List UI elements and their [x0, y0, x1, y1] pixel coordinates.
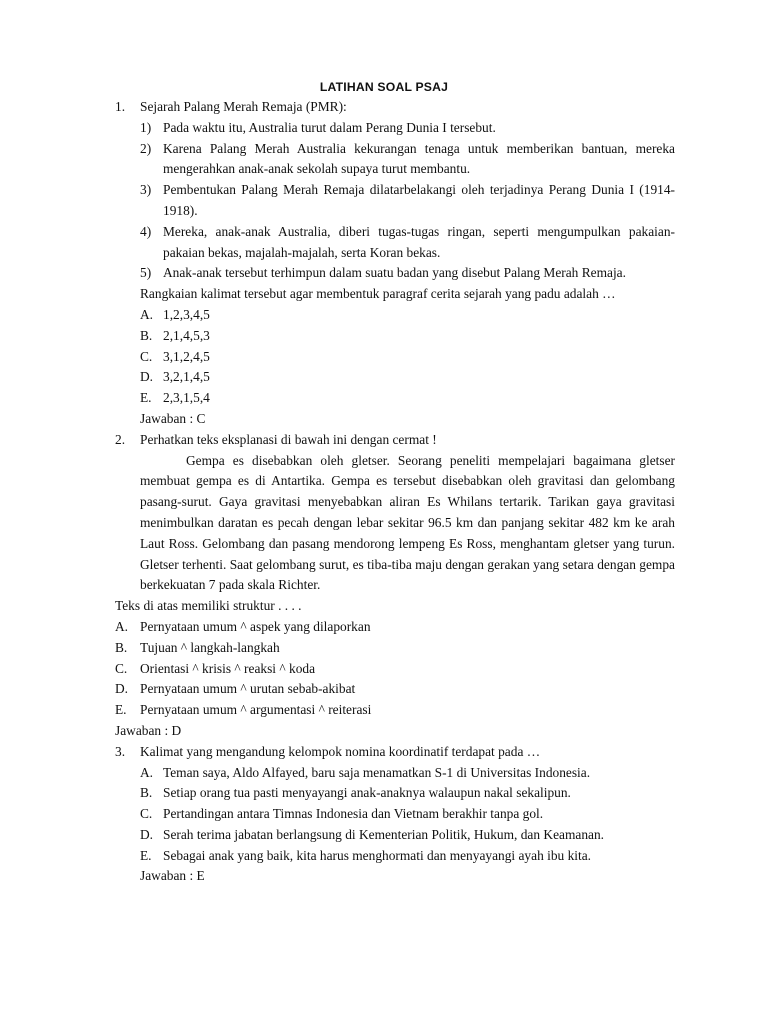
option-text: Pernyataan umum ^ argumentasi ^ reiterasi	[140, 702, 372, 718]
question-text: Kalimat yang mengandung kelompok nomina koordinatif terdapat pada …	[140, 743, 541, 759]
option-text: Sebagai anak yang baik, kita harus menghormati dan menyayangi ayah ibu kita.	[163, 847, 591, 863]
option-text: Tujuan ^ langkah-langkah	[140, 639, 280, 655]
question-text: Perhatkan teks eksplanasi di bawah ini dengan cermat !	[140, 431, 437, 447]
option-marker: E.	[140, 390, 152, 406]
sentence-item	[140, 118, 675, 139]
item-text: Pada waktu itu, Australia turut dalam Perang Dunia I tersebut.	[163, 119, 496, 135]
item-text: Pembentukan Palang Merah Remaja dilatarbelakangi oleh terjadinya Perang Dunia I (1914-1918).	[163, 182, 675, 218]
option-marker: D.	[115, 681, 129, 697]
option-marker: C.	[115, 660, 128, 676]
answer-key: Jawaban : C	[140, 410, 206, 426]
option-text: 3,1,2,4,5	[163, 348, 210, 364]
option-marker: D.	[140, 826, 154, 842]
option-marker: D.	[140, 369, 154, 385]
question-prompt: Rangkaian kalimat tersebut agar membentuk paragraf cerita sejarah yang padu adalah …	[140, 286, 616, 302]
page-title: LATIHAN SOAL PSAJ	[319, 80, 449, 94]
option-text: Pertandingan antara Timnas Indonesia dan Vietnam berakhir tanpa gol.	[163, 806, 544, 822]
explanation-passage: Gempa es disebabkan oleh gletser. Seorang peneliti mempelajari bagaimana gletser membuat gempa es di Antartika. Gempa es tersebut disebabkan oleh gravitasi dan gelombang pasang-surut. Gaya gravitasi menyebabkan aliran Es Whilans tertarik. Tarikan gaya gravitasi menimbulkan daratan es pecah dengan lebar sekitar 96.5 km dan panjang sekitar 482 km ke arah Laut Ross. Gelombang dan pasang mendorong lempeng Es Ross, menghantam gletser yang turun. Gletser terhenti. Saat gelombang surut, es tiba-tiba maju dengan gerakan yang setara dengan gempa berkekuatan 7 pada skala Richter.	[140, 452, 675, 593]
item-marker: 1)	[140, 119, 152, 135]
answer-key: Jawaban : D	[115, 722, 182, 738]
option-text: 1,2,3,4,5	[163, 306, 210, 322]
option-marker: E.	[115, 702, 127, 718]
answer-option	[115, 679, 675, 700]
question-number: 1.	[115, 99, 126, 114]
option-marker: A.	[140, 306, 154, 322]
answer-option	[140, 326, 675, 347]
question-2	[115, 430, 675, 451]
answer-option	[140, 763, 675, 784]
item-marker: 4)	[140, 223, 152, 239]
option-text: Teman saya, Aldo Alfayed, baru saja menamatkan S-1 di Universitas Indonesia.	[163, 764, 591, 780]
sentence-item	[140, 222, 675, 264]
question-3	[115, 742, 675, 763]
sentence-item	[140, 139, 675, 181]
answer-option	[140, 347, 675, 368]
option-text: Setiap orang tua pasti menyayangi anak-anaknya walaupun nakal sekalipun.	[163, 785, 571, 801]
option-marker: E.	[140, 847, 152, 863]
answer-option	[115, 638, 675, 659]
item-marker: 5)	[140, 265, 152, 281]
option-marker: C.	[140, 806, 153, 822]
item-marker: 2)	[140, 140, 152, 156]
answer-option	[140, 388, 675, 409]
option-marker: B.	[140, 327, 153, 343]
option-text: 2,1,4,5,3	[163, 327, 210, 343]
sentence-item	[140, 180, 675, 222]
question-list	[115, 97, 675, 887]
option-marker: A.	[140, 764, 154, 780]
answer-option	[140, 783, 675, 804]
sentence-item	[140, 263, 675, 284]
answer-option	[140, 367, 675, 388]
item-text: Mereka, anak-anak Australia, diberi tugas-tugas ringan, seperti mengumpulkan pakaian-pakaian bekas, majalah-majalah, serta Koran bekas.	[163, 223, 675, 260]
option-text: Serah terima jabatan berlangsung di Kementerian Politik, Hukum, dan Keamanan.	[163, 826, 605, 842]
option-marker: C.	[140, 348, 153, 364]
answer-option	[115, 617, 675, 638]
option-text: Pernyataan umum ^ aspek yang dilaporkan	[140, 618, 371, 634]
option-text: Orientasi ^ krisis ^ reaksi ^ koda	[140, 660, 316, 676]
answer-option	[115, 700, 675, 721]
question-prompt: Teks di atas memiliki struktur . . . .	[115, 598, 302, 614]
answer-option	[140, 825, 675, 846]
item-marker: 3)	[140, 182, 152, 198]
question-number: 3.	[115, 743, 126, 759]
option-marker: B.	[140, 785, 153, 801]
item-text: Karena Palang Merah Australia kekurangan tenaga untuk memberikan bantuan, mereka mengerahkan anak-anak sekolah supaya turut membantu.	[163, 140, 675, 177]
answer-option	[115, 659, 675, 680]
question-1	[115, 97, 675, 118]
option-text: 3,2,1,4,5	[163, 369, 210, 385]
answer-option	[140, 846, 675, 867]
question-number: 2.	[115, 431, 126, 447]
option-marker: A.	[115, 618, 129, 634]
answer-option	[140, 804, 675, 825]
option-text: Pernyataan umum ^ urutan sebab-akibat	[140, 681, 356, 697]
option-marker: B.	[115, 639, 128, 655]
option-text: 2,3,1,5,4	[163, 390, 210, 406]
answer-option	[140, 305, 675, 326]
item-text: Anak-anak tersebut terhimpun dalam suatu badan yang disebut Palang Merah Remaja.	[163, 265, 626, 281]
question-text: Sejarah Palang Merah Remaja (PMR):	[140, 99, 347, 114]
answer-key: Jawaban : E	[140, 868, 205, 884]
